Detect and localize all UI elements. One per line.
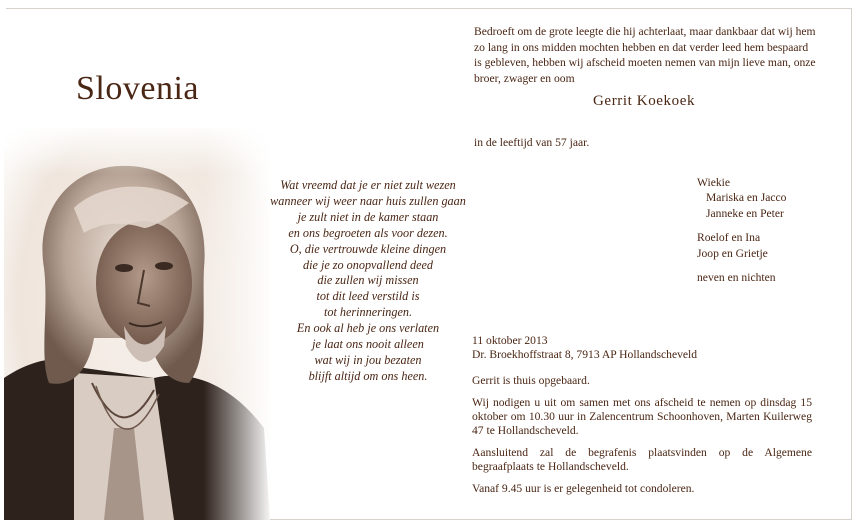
poem-line: die je zo onopvallend deed <box>303 257 433 272</box>
poem-line: wanneer wij weer naar huis zullen gaan <box>270 193 466 208</box>
poem-line: je zult niet in de kamer staan <box>297 209 439 224</box>
poem <box>268 178 468 385</box>
poem-line: en ons begroeten als voor dezen. <box>288 225 448 240</box>
deceased-name: Gerrit Koekoek <box>593 93 696 109</box>
top-divider <box>6 8 852 9</box>
right-divider <box>851 8 852 520</box>
poem-line: blijft altijd om ons heen. <box>308 368 428 383</box>
intro-line: broer, zwager en oom <box>474 71 575 85</box>
place-heading: Slovenia <box>76 70 199 107</box>
intro-line: is gebleven, hebben wij afscheid moeten nemen van mijn lieve man, onze <box>474 56 816 70</box>
family-member: neven en nichten <box>697 271 776 285</box>
family-list <box>697 175 786 285</box>
family-member: Janneke en Peter <box>706 206 784 220</box>
poem-line: O, die vertrouwde kleine dingen <box>289 241 447 256</box>
poem-line: tot dit leed verstild is <box>316 289 420 304</box>
portrait-image <box>4 128 270 520</box>
family-member: Wiekie <box>697 176 731 189</box>
funeral-details <box>472 334 812 496</box>
burial-text: Aansluitend zal de begrafenis plaatsvinden op de Algemene begraafplaats te Hollandscheveld. <box>472 446 812 473</box>
poem-line: tot herinneringen. <box>323 305 412 320</box>
poem-line: wat wij in jou bezaten <box>314 352 422 367</box>
poem-line: die zullen wij missen <box>317 273 419 288</box>
invitation-text: Wij nodigen u uit om samen met ons afscheid te nemen op dinsdag 15 oktober om 10.30 uur in Zalencentrum Schoonhoven, Marten Kuilerweg 47 te Hollandscheveld. <box>472 396 812 437</box>
intro-line: Bedroeft om de grote leegte die hij achterlaat, maar dankbaar dat wij hem <box>474 25 816 38</box>
address: Dr. Broekhoffstraat 8, 7913 AP Hollandscheveld <box>472 348 698 361</box>
poem-line: En ook al heb je ons verlaten <box>296 321 440 336</box>
family-member: Joop en Grietje <box>697 246 768 260</box>
condolence-text: Vanaf 9.45 uur is er gelegenheid tot condoleren. <box>472 482 695 495</box>
lying-in-state: Gerrit is thuis opgebaard. <box>472 374 590 387</box>
family-member: Roelof en Ina <box>697 231 761 245</box>
intro-line: zo lang in ons midden mochten hebben en dat verder leed hem bespaard <box>474 40 809 54</box>
date: 11 oktober 2013 <box>472 334 548 347</box>
age-line: in de leeftijd van 57 jaar. <box>474 136 590 149</box>
poem-line: je laat ons nooit alleen <box>312 337 424 352</box>
portrait-photo <box>4 128 270 520</box>
poem-line: Wat vreemd dat je er niet zult wezen <box>280 178 456 192</box>
intro-paragraph <box>474 24 814 86</box>
family-member: Mariska en Jacco <box>706 191 787 205</box>
